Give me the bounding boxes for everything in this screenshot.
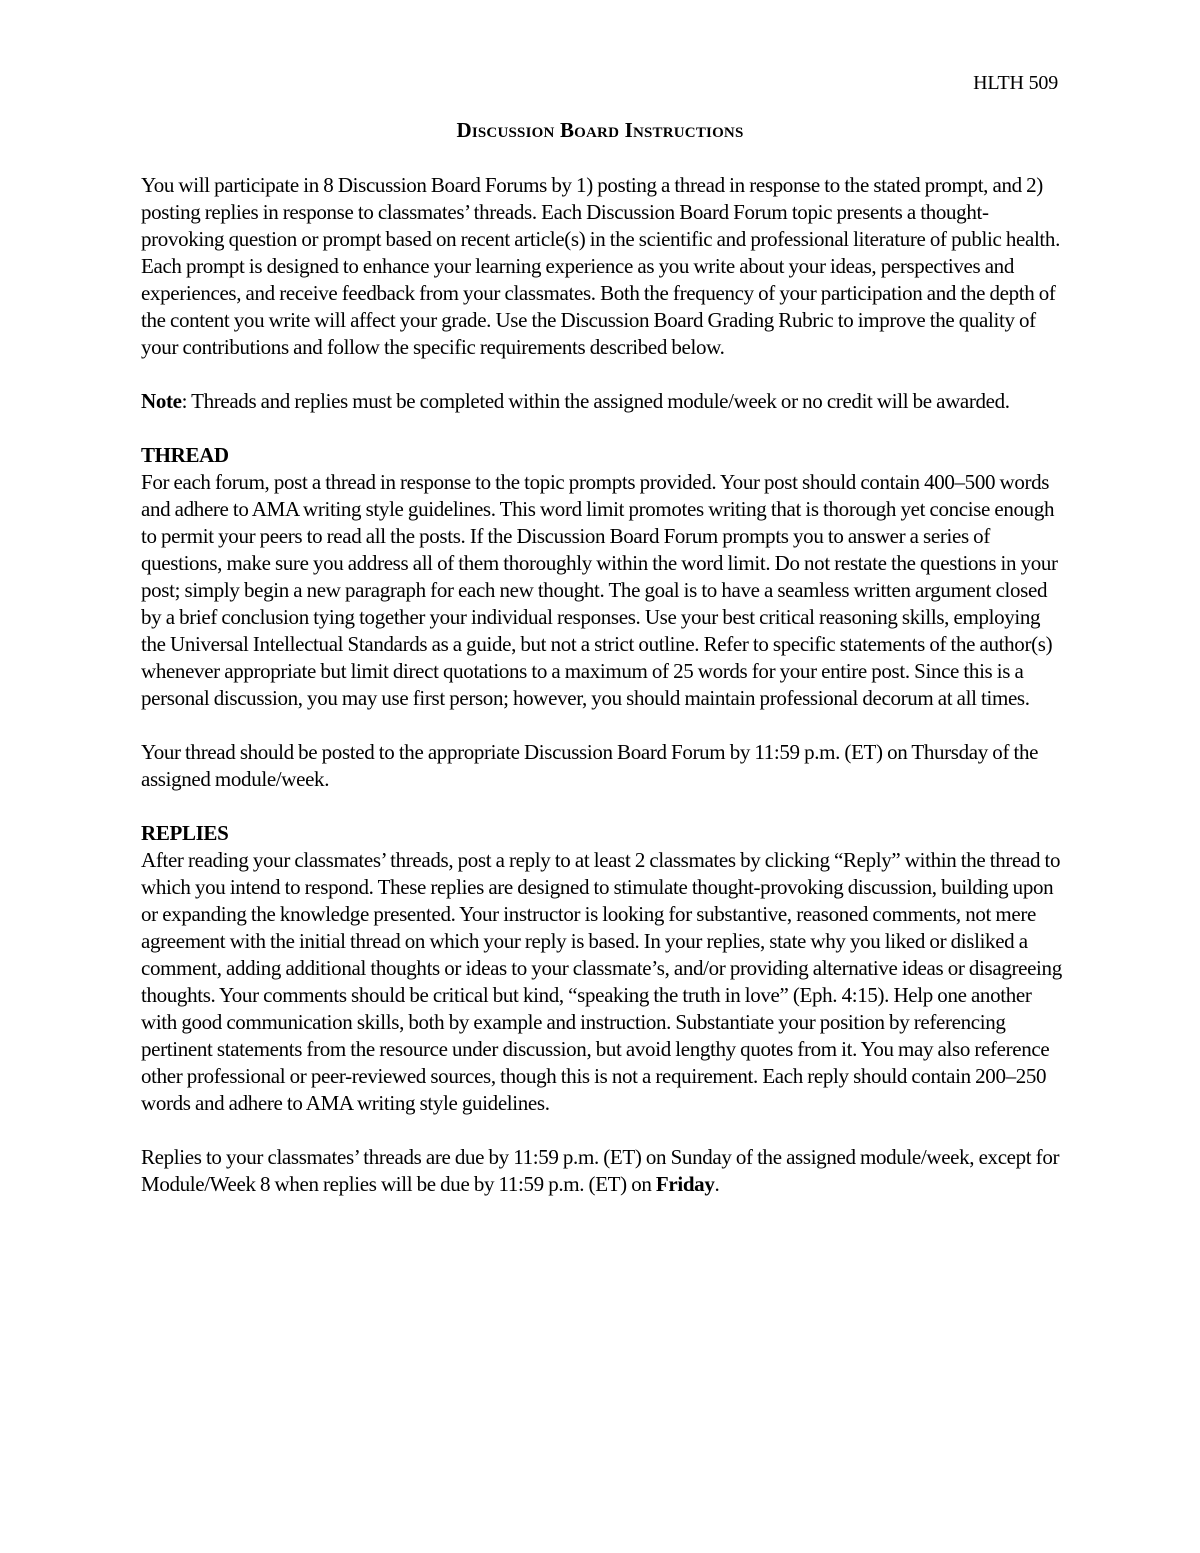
thread-heading: THREAD [141,443,229,467]
replies-deadline-suffix: . [714,1172,720,1196]
replies-heading: REPLIES [141,821,229,845]
note-text: : Threads and replies must be completed within the assigned module/week or no credit will be awarded. [181,389,1010,413]
replies-deadline-text: Replies to your classmates’ threads are due by 11:59 p.m. (ET) on Sunday of the assigned module/week, except for Module/Week 8 when replies will be due by 11:59 p.m. (ET) on [141,1145,1060,1196]
replies-body: After reading your classmates’ threads, post a reply to at least 2 classmates by clicking “Reply” within the thread to which you intend to respond. These replies are designed to stimulate thought-provoking discussion, building upon or expanding the knowledge presented. Your instructor is looking for substantive, reasoned comments, not mere agreement with the initial thread on which your reply is based. In your replies, state why you liked or disliked a comment, adding additional thoughts or ideas to your classmate’s, and/or providing alternative ideas or disagreeing thoughts. Your comments should be critical but kind, “speaking the truth in love” (Eph. 4:15). Help one another with good communication skills, both by example and instruction. Substantiate your position by referencing pertinent statements from the resource under discussion, but avoid lengthy quotes from it. You may also reference other professional or peer-reviewed sources, though this is not a requirement. Each reply should contain 200–250 words and adhere to AMA writing style guidelines. [141,848,1062,1115]
course-code: HLTH 509 [973,72,1058,94]
note-label: Note [141,389,182,413]
thread-deadline: Your thread should be posted to the appropriate Discussion Board Forum by 11:59 p.m. (ET) on Thursday of the assigned module/week. [141,740,1039,791]
document-body [141,172,1066,1225]
thread-body: For each forum, post a thread in response to the topic prompts provided. Your post should contain 400–500 words and adhere to AMA writing style guidelines. This word limit promotes writing that is thorough yet concise enough to permit your peers to read all the posts. If the Discussion Board Forum prompts you to answer a series of questions, make sure you address all of them thoroughly within the word limit. Do not restate the questions in your post; simply begin a new paragraph for each new thought. The goal is to have a seamless written argument closed by a brief conclusion tying together your individual responses. Use your best critical reasoning skills, employing the Universal Intellectual Standards as a guide, but not a strict outline. Refer to specific statements of the author(s) whenever appropriate but limit direct quotations to a maximum of 25 words for your entire post. Since this is a personal discussion, you may use first person; however, you should maintain professional decorum at all times. [141,470,1058,710]
note-paragraph [141,388,1066,415]
thread-section [141,442,1066,712]
replies-deadline-day: Friday [655,1172,715,1196]
replies-deadline [141,1144,1066,1198]
replies-section [141,820,1066,1117]
document-title: Discussion Board Instructions [456,118,744,142]
intro-paragraph: You will participate in 8 Discussion Board Forums by 1) posting a thread in response to the stated prompt, and 2) posting replies in response to classmates’ threads. Each Discussion Board Forum topic presents a thought-provoking question or prompt based on recent article(s) in the scientific and professional literature of public health. Each prompt is designed to enhance your learning experience as you write about your ideas, perspectives and experiences, and receive feedback from your classmates. Both the frequency of your participation and the depth of the content you write will affect your grade. Use the Discussion Board Grading Rubric to improve the quality of your contributions and follow the specific requirements described below. [141,173,1060,359]
